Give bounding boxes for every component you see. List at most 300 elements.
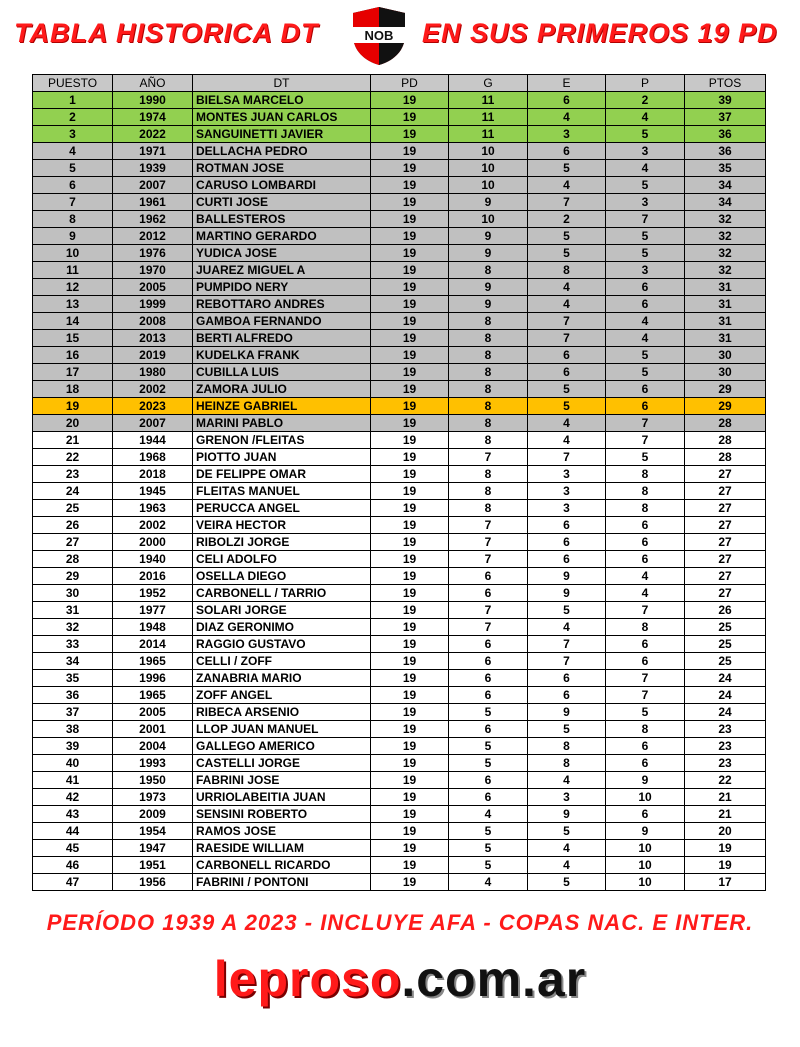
cell-puesto: 15: [33, 330, 113, 347]
cell-pd: 19: [371, 296, 449, 313]
cell-dt: BALLESTEROS: [193, 211, 371, 228]
footer-note: PERÍODO 1939 A 2023 - INCLUYE AFA - COPAS NAC. E INTER.: [46, 910, 754, 935]
cell-anio: 1980: [113, 364, 193, 381]
cell-ptos: 31: [685, 330, 766, 347]
cell-p: 6: [606, 636, 685, 653]
table-row: [33, 279, 766, 296]
cell-e: 6: [528, 517, 606, 534]
table-row: [33, 568, 766, 585]
cell-pd: 19: [371, 160, 449, 177]
cell-pd: 19: [371, 823, 449, 840]
col-e: E: [528, 75, 606, 92]
cell-e: 6: [528, 347, 606, 364]
cell-ptos: 27: [685, 483, 766, 500]
cell-anio: 1962: [113, 211, 193, 228]
cell-pd: 19: [371, 704, 449, 721]
cell-e: 4: [528, 772, 606, 789]
table-row: [33, 177, 766, 194]
cell-e: 8: [528, 755, 606, 772]
cell-dt: RAMOS JOSE: [193, 823, 371, 840]
title-right: EN SUS PRIMEROS 19 PD: [422, 18, 778, 48]
cell-g: 9: [449, 279, 528, 296]
col-dt: DT: [193, 75, 371, 92]
cell-p: 6: [606, 534, 685, 551]
cell-dt: FABRINI JOSE: [193, 772, 371, 789]
cell-e: 4: [528, 415, 606, 432]
cell-p: 10: [606, 840, 685, 857]
cell-puesto: 14: [33, 313, 113, 330]
cell-dt: URRIOLABEITIA JUAN: [193, 789, 371, 806]
cell-pd: 19: [371, 279, 449, 296]
cell-pd: 19: [371, 347, 449, 364]
cell-ptos: 36: [685, 126, 766, 143]
cell-puesto: 6: [33, 177, 113, 194]
cell-puesto: 33: [33, 636, 113, 653]
cell-g: 8: [449, 432, 528, 449]
cell-pd: 19: [371, 551, 449, 568]
cell-pd: 19: [371, 500, 449, 517]
cell-ptos: 23: [685, 721, 766, 738]
cell-anio: 1956: [113, 874, 193, 891]
cell-anio: 1954: [113, 823, 193, 840]
cell-g: 6: [449, 585, 528, 602]
cell-dt: RAGGIO GUSTAVO: [193, 636, 371, 653]
cell-dt: GALLEGO AMERICO: [193, 738, 371, 755]
table-row: [33, 449, 766, 466]
table-row: [33, 534, 766, 551]
cell-e: 8: [528, 738, 606, 755]
table-row: [33, 772, 766, 789]
cell-g: 5: [449, 840, 528, 857]
cell-dt: MONTES JUAN CARLOS: [193, 109, 371, 126]
cell-anio: 1965: [113, 653, 193, 670]
cell-p: 9: [606, 823, 685, 840]
cell-dt: CELI ADOLFO: [193, 551, 371, 568]
cell-pd: 19: [371, 806, 449, 823]
dt-table: [32, 74, 766, 891]
cell-dt: CASTELLI JORGE: [193, 755, 371, 772]
cell-puesto: 12: [33, 279, 113, 296]
cell-e: 5: [528, 874, 606, 891]
cell-puesto: 5: [33, 160, 113, 177]
cell-puesto: 42: [33, 789, 113, 806]
cell-ptos: 29: [685, 381, 766, 398]
cell-ptos: 27: [685, 466, 766, 483]
cell-p: 3: [606, 262, 685, 279]
cell-anio: 1939: [113, 160, 193, 177]
cell-e: 7: [528, 653, 606, 670]
table-header-row: [33, 75, 766, 92]
cell-ptos: 27: [685, 517, 766, 534]
cell-anio: 1971: [113, 143, 193, 160]
cell-puesto: 20: [33, 415, 113, 432]
table-row: [33, 500, 766, 517]
cell-g: 5: [449, 704, 528, 721]
cell-g: 8: [449, 398, 528, 415]
cell-e: 5: [528, 228, 606, 245]
cell-anio: 2016: [113, 568, 193, 585]
table-row: [33, 840, 766, 857]
cell-e: 6: [528, 143, 606, 160]
cell-g: 6: [449, 636, 528, 653]
cell-g: 6: [449, 789, 528, 806]
cell-anio: 1973: [113, 789, 193, 806]
cell-g: 9: [449, 228, 528, 245]
cell-ptos: 28: [685, 432, 766, 449]
cell-g: 11: [449, 126, 528, 143]
cell-pd: 19: [371, 738, 449, 755]
cell-ptos: 32: [685, 228, 766, 245]
cell-puesto: 22: [33, 449, 113, 466]
cell-p: 6: [606, 279, 685, 296]
cell-dt: CURTI JOSE: [193, 194, 371, 211]
cell-g: 9: [449, 245, 528, 262]
cell-e: 9: [528, 704, 606, 721]
cell-pd: 19: [371, 466, 449, 483]
cell-anio: 1963: [113, 500, 193, 517]
header: [0, 0, 800, 72]
cell-g: 5: [449, 738, 528, 755]
table-row: [33, 823, 766, 840]
cell-puesto: 45: [33, 840, 113, 857]
cell-anio: 1996: [113, 670, 193, 687]
table-row: [33, 262, 766, 279]
cell-p: 6: [606, 738, 685, 755]
cell-e: 3: [528, 466, 606, 483]
cell-e: 7: [528, 636, 606, 653]
cell-pd: 19: [371, 534, 449, 551]
cell-dt: SANGUINETTI JAVIER: [193, 126, 371, 143]
cell-puesto: 2: [33, 109, 113, 126]
cell-g: 11: [449, 109, 528, 126]
cell-dt: FABRINI / PONTONI: [193, 874, 371, 891]
table-row: [33, 517, 766, 534]
cell-ptos: 22: [685, 772, 766, 789]
cell-pd: 19: [371, 228, 449, 245]
cell-puesto: 25: [33, 500, 113, 517]
cell-dt: JUAREZ MIGUEL A: [193, 262, 371, 279]
cell-anio: 1948: [113, 619, 193, 636]
cell-pd: 19: [371, 313, 449, 330]
cell-p: 8: [606, 483, 685, 500]
cell-p: 6: [606, 551, 685, 568]
table-row: [33, 670, 766, 687]
cell-puesto: 29: [33, 568, 113, 585]
cell-g: 8: [449, 364, 528, 381]
cell-g: 5: [449, 857, 528, 874]
table-row: [33, 160, 766, 177]
cell-pd: 19: [371, 517, 449, 534]
cell-g: 8: [449, 500, 528, 517]
cell-puesto: 27: [33, 534, 113, 551]
cell-g: 8: [449, 262, 528, 279]
cell-p: 5: [606, 449, 685, 466]
cell-pd: 19: [371, 381, 449, 398]
cell-anio: 1993: [113, 755, 193, 772]
cell-anio: 1990: [113, 92, 193, 109]
cell-g: 9: [449, 296, 528, 313]
table-row: [33, 194, 766, 211]
cell-p: 5: [606, 245, 685, 262]
cell-dt: OSELLA DIEGO: [193, 568, 371, 585]
table-row: [33, 789, 766, 806]
cell-anio: 2013: [113, 330, 193, 347]
cell-ptos: 31: [685, 279, 766, 296]
cell-dt: CARUSO LOMBARDI: [193, 177, 371, 194]
table-row: [33, 653, 766, 670]
cell-pd: 19: [371, 364, 449, 381]
cell-anio: 2023: [113, 398, 193, 415]
cell-anio: 2022: [113, 126, 193, 143]
table-row: [33, 398, 766, 415]
cell-ptos: 39: [685, 92, 766, 109]
cell-e: 4: [528, 109, 606, 126]
cell-ptos: 19: [685, 857, 766, 874]
cell-g: 10: [449, 143, 528, 160]
cell-dt: MARTINO GERARDO: [193, 228, 371, 245]
cell-pd: 19: [371, 857, 449, 874]
cell-g: 8: [449, 347, 528, 364]
cell-p: 5: [606, 126, 685, 143]
cell-e: 6: [528, 534, 606, 551]
cell-dt: HEINZE GABRIEL: [193, 398, 371, 415]
col-pd: PD: [371, 75, 449, 92]
cell-p: 7: [606, 670, 685, 687]
table-row: [33, 211, 766, 228]
cell-puesto: 8: [33, 211, 113, 228]
cell-ptos: 36: [685, 143, 766, 160]
cell-puesto: 4: [33, 143, 113, 160]
cell-p: 6: [606, 398, 685, 415]
cell-e: 9: [528, 568, 606, 585]
cell-e: 6: [528, 92, 606, 109]
cell-puesto: 16: [33, 347, 113, 364]
cell-ptos: 26: [685, 602, 766, 619]
cell-e: 7: [528, 330, 606, 347]
cell-p: 4: [606, 568, 685, 585]
cell-puesto: 32: [33, 619, 113, 636]
cell-anio: 1951: [113, 857, 193, 874]
col-p: P: [606, 75, 685, 92]
cell-p: 8: [606, 500, 685, 517]
cell-ptos: 32: [685, 245, 766, 262]
cell-e: 3: [528, 126, 606, 143]
cell-pd: 19: [371, 619, 449, 636]
cell-e: 4: [528, 177, 606, 194]
table-row: [33, 364, 766, 381]
table-row: [33, 551, 766, 568]
cell-p: 7: [606, 211, 685, 228]
cell-dt: CARBONELL RICARDO: [193, 857, 371, 874]
cell-e: 5: [528, 398, 606, 415]
cell-ptos: 34: [685, 194, 766, 211]
col-ptos: PTOS: [685, 75, 766, 92]
cell-e: 5: [528, 381, 606, 398]
cell-e: 6: [528, 551, 606, 568]
cell-p: 4: [606, 109, 685, 126]
cell-puesto: 7: [33, 194, 113, 211]
cell-anio: 2008: [113, 313, 193, 330]
cell-g: 7: [449, 602, 528, 619]
cell-g: 10: [449, 177, 528, 194]
cell-pd: 19: [371, 194, 449, 211]
cell-ptos: 19: [685, 840, 766, 857]
table-row: [33, 466, 766, 483]
cell-p: 6: [606, 755, 685, 772]
cell-ptos: 25: [685, 636, 766, 653]
cell-pd: 19: [371, 415, 449, 432]
cell-dt: PERUCCA ANGEL: [193, 500, 371, 517]
cell-pd: 19: [371, 721, 449, 738]
cell-anio: 1970: [113, 262, 193, 279]
cell-ptos: 21: [685, 789, 766, 806]
cell-anio: 1968: [113, 449, 193, 466]
cell-puesto: 37: [33, 704, 113, 721]
cell-pd: 19: [371, 109, 449, 126]
cell-ptos: 25: [685, 619, 766, 636]
cell-puesto: 38: [33, 721, 113, 738]
table-row: [33, 687, 766, 704]
cell-e: 5: [528, 721, 606, 738]
cell-dt: REBOTTARO ANDRES: [193, 296, 371, 313]
table-row: [33, 296, 766, 313]
cell-ptos: 20: [685, 823, 766, 840]
cell-g: 6: [449, 568, 528, 585]
cell-p: 5: [606, 347, 685, 364]
cell-ptos: 17: [685, 874, 766, 891]
cell-p: 3: [606, 143, 685, 160]
cell-dt: YUDICA JOSE: [193, 245, 371, 262]
cell-pd: 19: [371, 126, 449, 143]
cell-p: 10: [606, 874, 685, 891]
cell-p: 6: [606, 806, 685, 823]
cell-e: 4: [528, 279, 606, 296]
table-row: [33, 347, 766, 364]
cell-g: 6: [449, 772, 528, 789]
cell-g: 8: [449, 466, 528, 483]
cell-ptos: 23: [685, 755, 766, 772]
cell-ptos: 24: [685, 687, 766, 704]
cell-g: 8: [449, 381, 528, 398]
cell-g: 9: [449, 194, 528, 211]
cell-pd: 19: [371, 755, 449, 772]
cell-puesto: 34: [33, 653, 113, 670]
cell-anio: 2002: [113, 381, 193, 398]
cell-dt: LLOP JUAN MANUEL: [193, 721, 371, 738]
cell-anio: 2014: [113, 636, 193, 653]
table-row: [33, 755, 766, 772]
cell-p: 7: [606, 415, 685, 432]
cell-g: 6: [449, 653, 528, 670]
cell-g: 8: [449, 483, 528, 500]
cell-g: 6: [449, 670, 528, 687]
table-row: [33, 92, 766, 109]
cell-dt: ZAMORA JULIO: [193, 381, 371, 398]
cell-anio: 1976: [113, 245, 193, 262]
table-row: [33, 313, 766, 330]
cell-p: 6: [606, 381, 685, 398]
table-row: [33, 636, 766, 653]
cell-dt: KUDELKA FRANK: [193, 347, 371, 364]
cell-e: 7: [528, 313, 606, 330]
cell-anio: 1974: [113, 109, 193, 126]
cell-ptos: 27: [685, 551, 766, 568]
table-row: [33, 415, 766, 432]
cell-g: 7: [449, 619, 528, 636]
cell-pd: 19: [371, 874, 449, 891]
col-anio: AÑO: [113, 75, 193, 92]
title-left: TABLA HISTORICA DT: [14, 18, 319, 48]
table-row: [33, 806, 766, 823]
cell-p: 8: [606, 721, 685, 738]
cell-pd: 19: [371, 483, 449, 500]
cell-dt: PUMPIDO NERY: [193, 279, 371, 296]
cell-dt: BERTI ALFREDO: [193, 330, 371, 347]
cell-puesto: 35: [33, 670, 113, 687]
cell-ptos: 32: [685, 211, 766, 228]
cell-puesto: 24: [33, 483, 113, 500]
cell-p: 2: [606, 92, 685, 109]
cell-pd: 19: [371, 636, 449, 653]
cell-ptos: 24: [685, 704, 766, 721]
table-row: [33, 109, 766, 126]
cell-anio: 1940: [113, 551, 193, 568]
cell-g: 8: [449, 415, 528, 432]
cell-dt: VEIRA HECTOR: [193, 517, 371, 534]
cell-p: 4: [606, 160, 685, 177]
cell-p: 6: [606, 653, 685, 670]
cell-e: 3: [528, 483, 606, 500]
cell-dt: CELLI / ZOFF: [193, 653, 371, 670]
cell-anio: 1947: [113, 840, 193, 857]
cell-p: 5: [606, 177, 685, 194]
cell-puesto: 41: [33, 772, 113, 789]
cell-puesto: 39: [33, 738, 113, 755]
table-row: [33, 126, 766, 143]
table-row: [33, 602, 766, 619]
cell-anio: 1945: [113, 483, 193, 500]
cell-puesto: 23: [33, 466, 113, 483]
cell-ptos: 34: [685, 177, 766, 194]
cell-ptos: 37: [685, 109, 766, 126]
cell-g: 6: [449, 687, 528, 704]
cell-p: 6: [606, 517, 685, 534]
cell-dt: CARBONELL / TARRIO: [193, 585, 371, 602]
cell-pd: 19: [371, 789, 449, 806]
cell-puesto: 28: [33, 551, 113, 568]
cell-dt: PIOTTO JUAN: [193, 449, 371, 466]
cell-ptos: 28: [685, 449, 766, 466]
cell-anio: 2007: [113, 177, 193, 194]
cell-e: 5: [528, 823, 606, 840]
cell-puesto: 17: [33, 364, 113, 381]
cell-p: 8: [606, 466, 685, 483]
cell-ptos: 27: [685, 568, 766, 585]
cell-puesto: 36: [33, 687, 113, 704]
cell-e: 4: [528, 619, 606, 636]
cell-p: 4: [606, 313, 685, 330]
cell-puesto: 47: [33, 874, 113, 891]
cell-g: 5: [449, 823, 528, 840]
cell-anio: 2001: [113, 721, 193, 738]
cell-puesto: 46: [33, 857, 113, 874]
cell-ptos: 25: [685, 653, 766, 670]
cell-e: 4: [528, 857, 606, 874]
cell-dt: DE FELIPPE OMAR: [193, 466, 371, 483]
cell-puesto: 11: [33, 262, 113, 279]
cell-pd: 19: [371, 92, 449, 109]
cell-pd: 19: [371, 602, 449, 619]
